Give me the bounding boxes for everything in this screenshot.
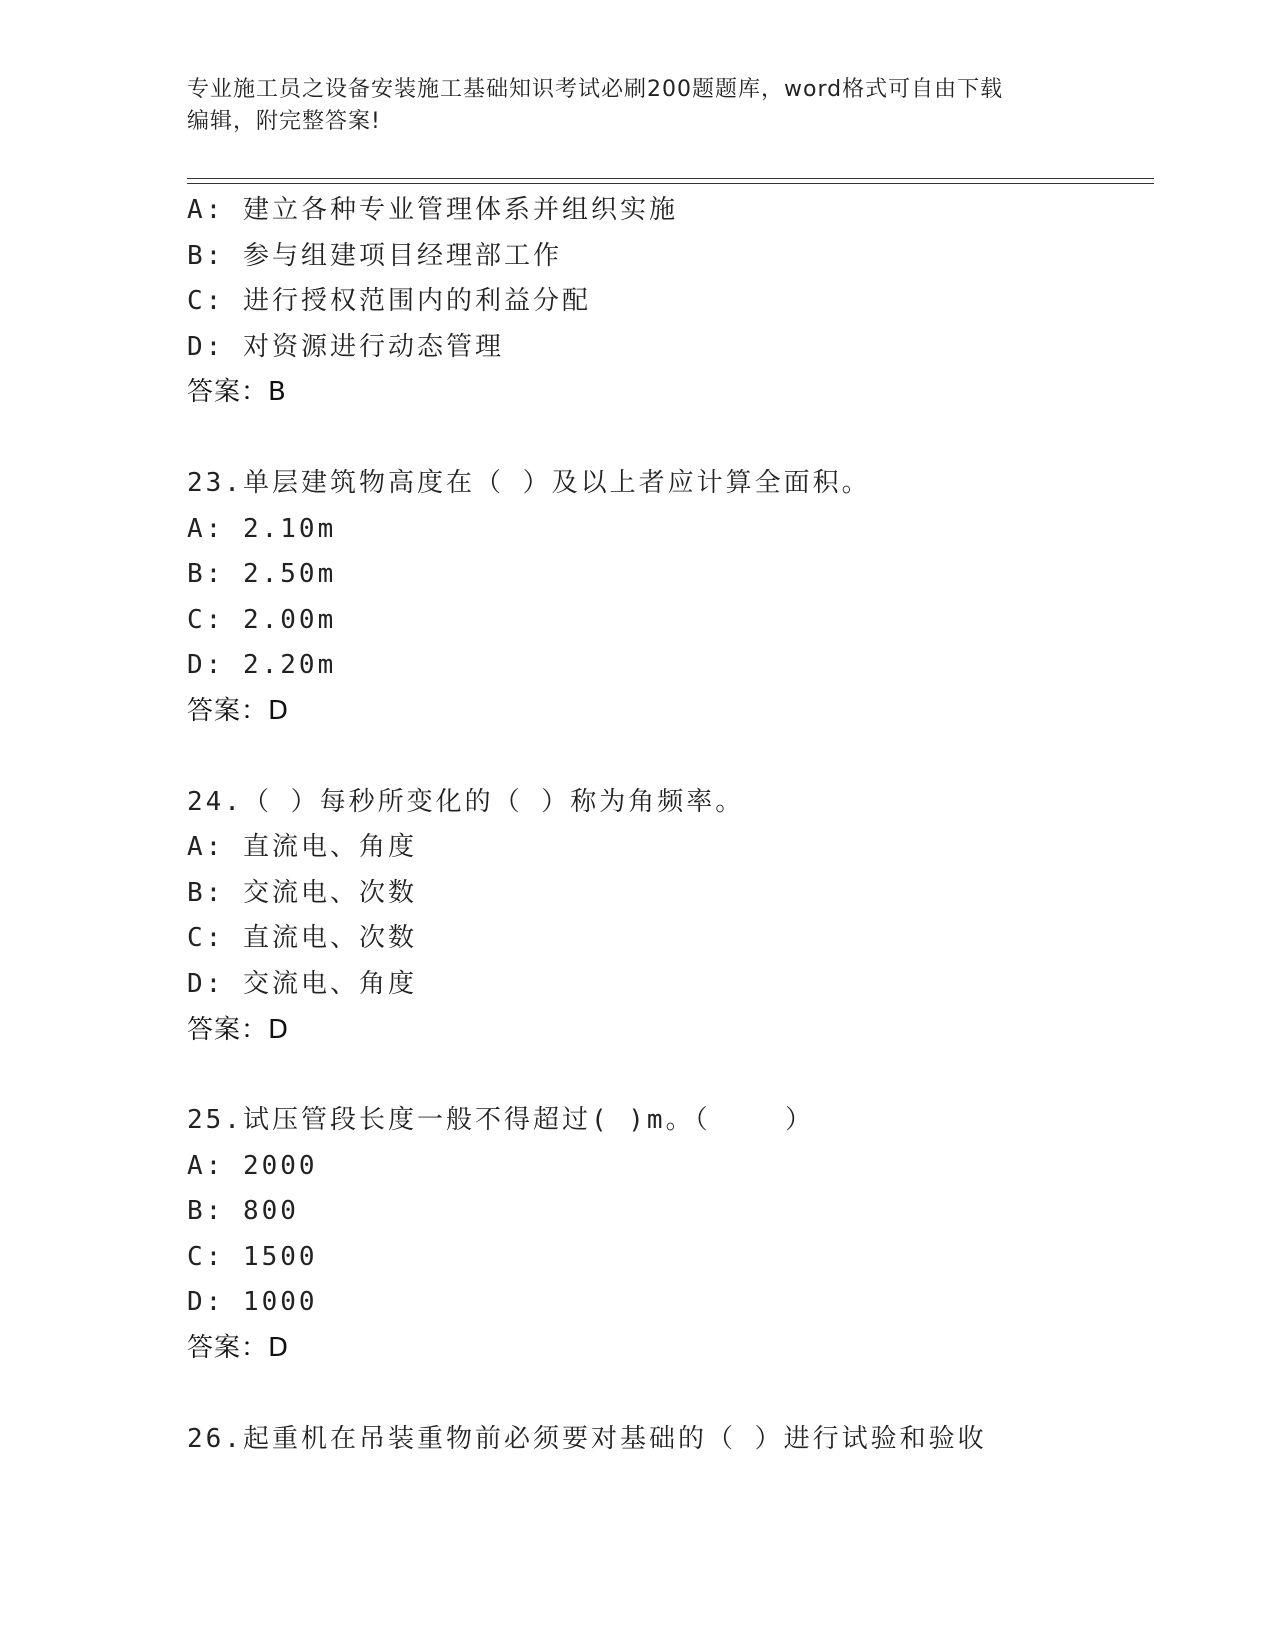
option-c: C: 进行授权范围内的利益分配: [187, 286, 591, 317]
option-b: B: 2.50m: [187, 559, 337, 590]
answer-line: 答案：D: [187, 1333, 290, 1364]
question-stem: 24.（ ）每秒所变化的（ ）称为角频率。: [187, 786, 745, 817]
option-d: D: 1000: [187, 1287, 318, 1318]
question-list: [187, 188, 1154, 1507]
question-stem: 26.起重机在吊装重物前必须要对基础的（ ）进行试验和验收: [187, 1423, 987, 1454]
option-d: D: 2.20m: [187, 650, 337, 681]
option-c: C: 2.00m: [187, 604, 337, 635]
header-rule-top: [187, 178, 1154, 179]
question-25: [187, 1098, 1154, 1372]
document-header: [187, 74, 1067, 138]
question-24: [187, 780, 1154, 1054]
option-a: A: 直流电、角度: [187, 832, 417, 863]
option-a: A: 2.10m: [187, 513, 337, 544]
option-b: B: 交流电、次数: [187, 877, 417, 908]
question-stem: 23.单层建筑物高度在（ ）及以上者应计算全面积。: [187, 467, 871, 498]
option-c: C: 1500: [187, 1241, 318, 1272]
question-stem: 25.试压管段长度一般不得超过( )m。（ ）: [187, 1105, 815, 1136]
header-title-line-1: 专业施工员之设备安装施工基础知识考试必刷200题题库，word格式可自由下载: [187, 77, 1004, 102]
header-rule-bottom: [187, 183, 1154, 184]
question-26: [187, 1417, 1154, 1463]
option-b: B: 参与组建项目经理部工作: [187, 240, 562, 271]
answer-line: 答案：D: [187, 695, 290, 726]
option-d: D: 对资源进行动态管理: [187, 331, 504, 362]
option-b: B: 800: [187, 1196, 299, 1227]
question-22: [187, 188, 1154, 416]
header-title-line-2: 编辑，附完整答案!: [187, 109, 381, 134]
question-23: [187, 461, 1154, 735]
answer-line: 答案：B: [187, 377, 287, 408]
option-a: A: 建立各种专业管理体系并组织实施: [187, 195, 678, 225]
option-a: A: 2000: [187, 1150, 318, 1181]
option-d: D: 交流电、角度: [187, 968, 417, 999]
option-c: C: 直流电、次数: [187, 923, 417, 954]
answer-line: 答案：D: [187, 1014, 290, 1045]
